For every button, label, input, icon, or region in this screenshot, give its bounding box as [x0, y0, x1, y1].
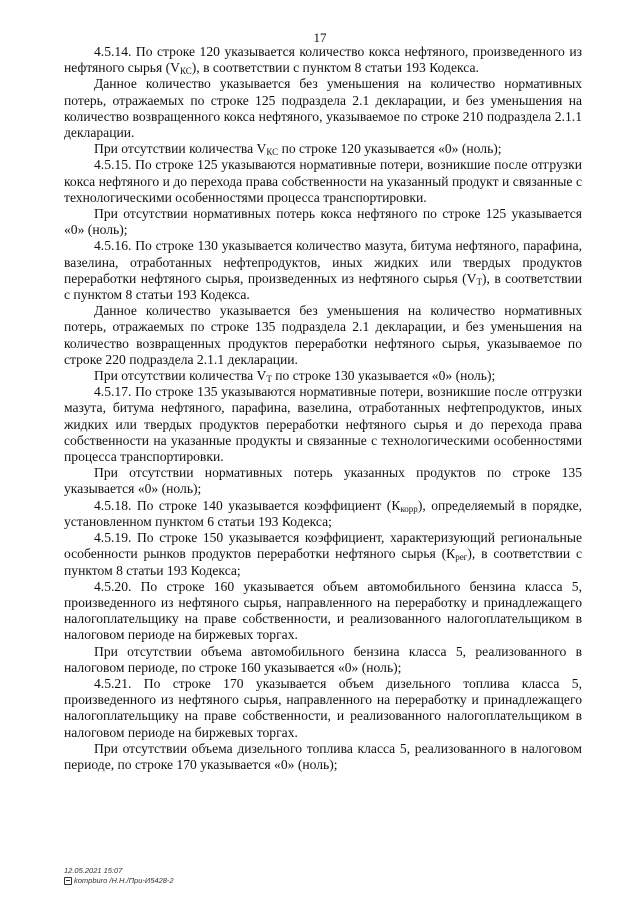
paragraph-text: 4.5.15. По строке 125 указываются нормативные потери, возникшие после отгрузки кокса нефтяного и до перехода права собственности на указанный продукт и связанные с технологическими особенностями процесса транспортировки.: [64, 157, 582, 205]
subscript-text: рег: [455, 552, 468, 563]
paragraph-p1: [64, 44, 582, 76]
page-number: 17: [313, 30, 327, 45]
paragraph-text: ), в соответствии с пунктом 8 статьи 193 Кодекса;: [64, 546, 582, 578]
paragraph-p7: [64, 303, 582, 368]
paragraph-p6: [64, 238, 582, 303]
paragraph-p11: [64, 498, 582, 530]
paragraph-p12: [64, 530, 582, 579]
paragraph-text: 4.5.18. По строке 140 указывается коэффициент (К: [94, 497, 401, 513]
paragraph-p4: [64, 157, 582, 206]
paragraph-text: При отсутствии нормативных потерь кокса нефтяного по строке 125 указывается «0» (ноль);: [64, 206, 582, 238]
paragraph-text: 4.5.16. По строке 130 указывается количество мазута, битума нефтяного, парафина, вазелина, отработанных нефтепродуктов, иных жидких или твердых продуктов переработки нефтяного сырья, произведенных из нефтяного сырья (V: [64, 238, 582, 286]
paragraph-p15: [64, 676, 582, 741]
paragraph-text: 4.5.19. По строке 150 указывается коэффициент, характеризующий региональные особенности рынков продуктов переработки нефтяного сырья (К: [64, 530, 582, 562]
paragraph-p8: [64, 368, 582, 384]
subscript-text: корр: [400, 503, 418, 514]
paragraph-text: При отсутствии объема автомобильного бензина класса 5, реализованного в налоговом периоде, по строке 160 указывается «0» (ноль);: [64, 643, 582, 675]
paragraph-text: При отсутствии количества V: [94, 368, 267, 384]
paragraph-text: При отсутствии нормативных потерь указанных продуктов по строке 135 указывается «0» (ноль);: [64, 465, 582, 497]
paragraph-text: Данное количество указывается без уменьшения на количество нормативных потерь, отражаемых по строке 135 подраздела 2.1 декларации, и без уменьшения на количество возвращенных продуктов переработки нефтяного сырья, указываемое по строке 220 подраздела 2.1.1 декларации.: [64, 303, 582, 367]
page-footer: [64, 866, 174, 886]
subscript-text: Т: [476, 276, 482, 287]
paragraph-p2: [64, 76, 582, 141]
paragraph-text: 4.5.14. По строке 120 указывается количество кокса нефтяного, произведенного из нефтяного сырья (V: [64, 44, 582, 76]
paragraph-text: При отсутствии объема дизельного топлива класса 5, реализованного в налоговом периоде, по строке 170 указывается «0» (ноль);: [64, 740, 582, 772]
paragraph-text: ), определяемый в порядке, установленном пунктом 6 статьи 193 Кодекса;: [64, 497, 582, 529]
paragraph-text: по строке 120 указывается «0» (ноль);: [278, 141, 502, 157]
document-icon: [64, 877, 72, 885]
paragraph-text: 4.5.17. По строке 135 указываются нормативные потери, возникшие после отгрузки мазута, битума нефтяного, парафина, вазелина, отработанных нефтепродуктов, иных жидких или твердых продуктов переработки нефтяного сырья и до перехода права собственности на указанные продукты и связанные с технологическими особенностями процесса транспортировки.: [64, 384, 582, 465]
footer-source-row: [64, 876, 174, 886]
paragraph-text: При отсутствии количества V: [94, 141, 267, 157]
paragraph-text: ), в соответствии с пунктом 8 статьи 193 Кодекса.: [191, 60, 479, 76]
paragraph-p16: [64, 741, 582, 773]
paragraph-text: 4.5.20. По строке 160 указывается объем автомобильного бензина класса 5, произведенного из нефтяного сырья, направленного на переработку и принадлежащего налогоплательщику на праве собственности, и реализованного налогоплательщиком в налоговом периоде на биржевых торгах.: [64, 578, 582, 643]
paragraph-p3: [64, 141, 582, 157]
footer-source: kompburo /Н.Н./При-И5428-2: [74, 876, 174, 885]
paragraph-text: 4.5.21. По строке 170 указывается объем дизельного топлива класса 5, произведенного из нефтяного сырья, направленного на переработку и принадлежащего налогоплательщику на праве собственности, и реализованного налогоплательщиком в налоговом периоде на биржевых торгах.: [64, 675, 582, 740]
subscript-text: Т: [266, 374, 272, 385]
paragraph-p13: [64, 579, 582, 644]
paragraph-text: ), в соответствии с пунктом 8 статьи 193 Кодекса.: [64, 270, 582, 303]
paragraph-text: по строке 130 указывается «0» (ноль);: [271, 368, 496, 384]
paragraph-p5: [64, 206, 582, 238]
subscript-text: КС: [266, 147, 279, 158]
paragraph-p10: [64, 465, 582, 497]
subscript-text: КС: [179, 66, 192, 77]
paragraph-text: Данное количество указывается без уменьшения на количество нормативных потерь, отражаемых по строке 125 подраздела 2.1 декларации, и без уменьшения на количество возвращенного кокса нефтяного, указываемое по строке 210 подраздела 2.1.1 декларации.: [64, 76, 582, 141]
paragraph-p9: [64, 384, 582, 465]
document-body: [64, 44, 582, 773]
paragraph-p14: [64, 644, 582, 676]
footer-timestamp: 12.05.2021 15:07: [64, 866, 123, 875]
